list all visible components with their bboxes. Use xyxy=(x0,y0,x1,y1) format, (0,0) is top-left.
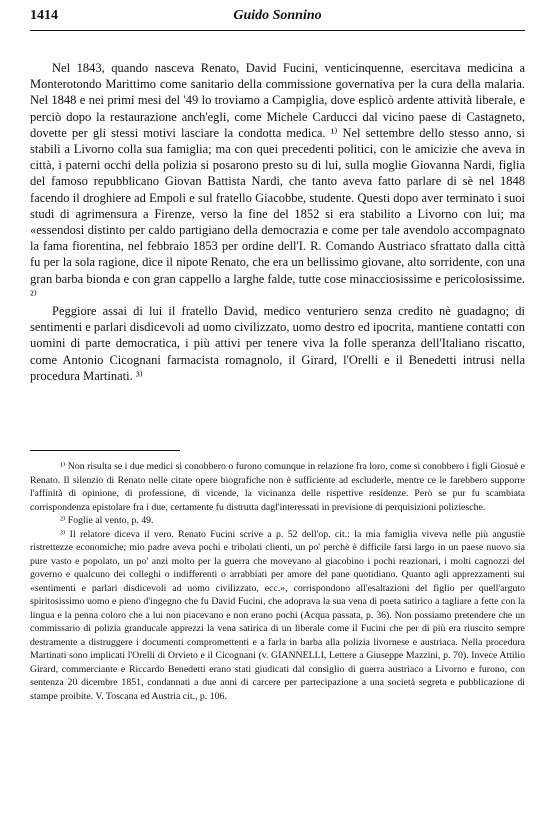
paragraph-1: Nel 1843, quando nasceva Renato, David Fucini, venticinquenne, esercitava medicina a Monterotondo Marittimo come sanitario della commissione governativa per la cura della malaria. Nel 1848 e nei primi mesi del '49 lo troviamo a Campiglia, dove esplicò ardente attività liberale, e perciò dopo la restaurazione anch'egli, come Michele Carducci dal vicino paese di Castagneto, dovette per gli stessi motivi lasciare la condotta medica. ¹⁾ Nel settembre dello stesso anno, si stabilì a Livorno colla sua famiglia; ma con quei precedenti politici, con le amicizie che aveva in città, i paterni occhi della polizia si posarono presto su di lui, sulla moglie Giovanna Nardi, figlia del famoso repubblicano Giovan Battista Nardi, che tanto aveva fatto parlare di sè nel 1848 facendo il droghiere ad Empoli e sul fratello Giacobbe, studente. Questi dopo aver terminato i suoi studi di agrimensura a Firenze, verso la fine del 1852 si era stabilito a Livorno con lui; ma «essendosi distinto per caldo partigiano della democrazia e come per tale avendolo accompagnato la fama fiorentina, nel febbraio 1853 per ordine dell'I. R. Comando Austriaco sfrattato dalla città fu per la sola ragione, dice il nipote Renato, che era un bellissimo giovane, alto sorridente, con una gran barba bionda e con gran cappello a larghe falde, tutte cose minacciosissime e pericolosissime. ²⁾ xyxy=(30,61,525,302)
page-number: 1414 xyxy=(30,8,58,23)
running-header xyxy=(30,8,525,28)
main-text xyxy=(30,60,525,384)
footnote-separator xyxy=(30,450,180,451)
footnote-2: ²⁾ Foglie al vento, p. 49. xyxy=(60,515,154,526)
header-rule xyxy=(30,30,525,31)
paragraph-2: Peggiore assai di lui il fratello David, medico venturiero senza credito nè guadagno; di sentimenti e parlari disdicevoli ad uomo civilizzato, uomo destro ed ipocrita, mantiene contatti con uomini di parte democratica, i più attivi per tenere viva la folle speranza dell'Italiano riscatto, come Antonio Cicognani farmacista romagnolo, il Girard, l'Orelli e il Benedetti intrusi nella procedura Martinati. ³⁾ xyxy=(30,304,525,383)
running-title: Guido Sonnino xyxy=(233,8,322,23)
footnote-3: ³⁾ Il relatore diceva il vero. Renato Fucini scrive a p. 52 dell'op. cit.: la mia famiglia viveva nelle più angustie ristrettezze economiche; mio padre aveva pochi e tribolati clienti, un po' perchè è difficile farsi largo in un paese nuovo sia pure vasto e popolato, un po' anzi molto per la guerra che movevano al giacobino i pochi reazionari, i molti cagnozzi del governo e qualcuno dei colleghi o indifferenti o arrabbiati per amore del pane quotidiano. Quanto agli apprezzamenti sui «sentimenti e parlari disdicevoli ad uomo civilizzato, ecc.», corrispondono all'esaltazioni del figlio per quell'arguto spiritosissimo uomo e pieno d'ingegno che fu David Fucini, che adoprava la sua vena di poeta satirico a tagliare a fette con la lingua e la penna coloro che a lui non piacevano e non erano pochi (Acqua passata, p. 36). Non possiamo pretendere che un commissario di polizia granducale apprezzi la vena satirica di un liberale come il Fucini che per di più era riuscito sempre destramente a distruggere i documenti compromettenti e a farla in barba alla polizia livornese e austriaca. Nella procedura Martinati sono implicati l'Orelli di Orvieto e il Cicognani (v. GIANNELLI, Lettere a Giuseppe Mazzini, p. 70). Invece Attilio Girard, commerciante e Riccardo Benedetti erano stati giudicati dal consiglio di guerra austriaco a Livorno e furono, con sentenza 20 dicembre 1851, condannati a due anni di carcere per partecipazione a una società segreta e pubblicazione di stampe proibite. V. Toscana ed Austria cit., p. 106. xyxy=(30,528,525,702)
footnote-1: ¹⁾ Non risulta se i due medici si conobbero o furono comunque in relazione fra loro, come si conobbero i figli Giosuè e Renato. Il silenzio di Renato nelle citate opere biografiche non è sufficiente ad escluderle, mentre ce le farebbero supporre l'affinità di opinione, di professione, di vicende, la vicinanza delle rispettive residenze. Però se pur fu scambiata corrispondenza epistolare fra i due, certamente fu distrutta dagl'interessati in previsione di perquisizioni poliziesche. xyxy=(30,461,525,513)
footnotes xyxy=(30,460,525,703)
